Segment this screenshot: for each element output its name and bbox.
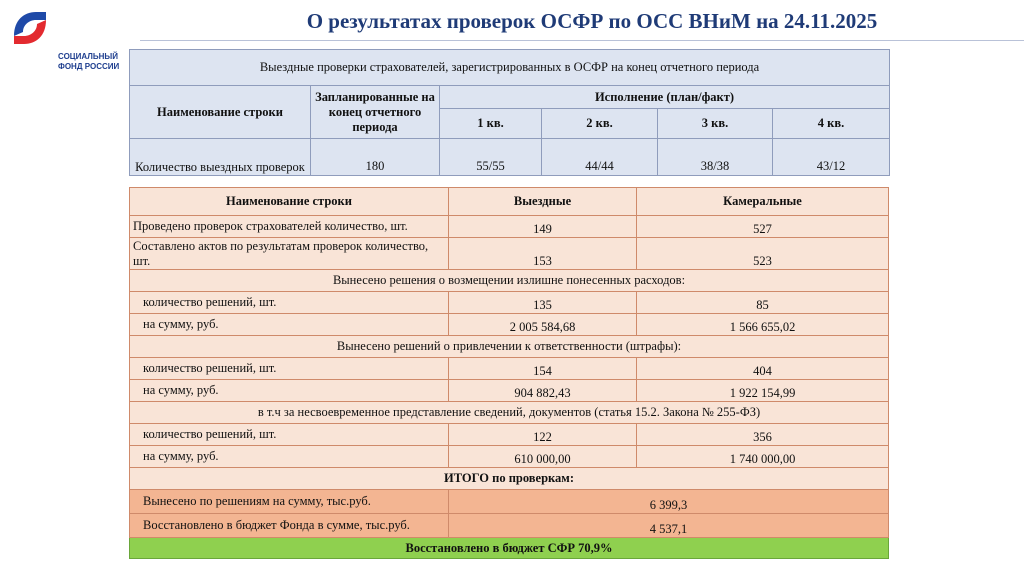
late-sum-desk: 1 740 000,00 bbox=[637, 446, 889, 468]
table2-col-onsite: Выездные bbox=[449, 188, 637, 216]
acts-onsite: 153 bbox=[449, 238, 637, 270]
planned-value: 180 bbox=[311, 139, 440, 176]
fines-sum-desk: 1 922 154,99 bbox=[637, 380, 889, 402]
restored-sum-value: 4 537,1 bbox=[449, 514, 889, 538]
logo-line-2: ФОНД РОССИИ bbox=[58, 62, 120, 71]
table1-col-planned: Запланированные на конец отчетного периода bbox=[311, 86, 440, 139]
table1-col-name: Наименование строки bbox=[130, 86, 311, 139]
decided-sum-label: Вынесено по решениям на сумму, тыс.руб. bbox=[130, 490, 449, 514]
checks-onsite: 149 bbox=[449, 216, 637, 238]
checks-label: Проведено проверок страхователей количество, шт. bbox=[130, 216, 449, 238]
refund-count-onsite: 135 bbox=[449, 292, 637, 314]
page-title: О результатах проверок ОСФР по ОСС ВНиМ на 24.11.2025 bbox=[306, 9, 878, 33]
restored-percent-banner: Восстановлено в бюджет СФР 70,9% bbox=[130, 538, 889, 559]
quarter-header: 3 кв. bbox=[658, 109, 773, 139]
checks-desk: 527 bbox=[637, 216, 889, 238]
table2-col-name: Наименование строки bbox=[130, 188, 449, 216]
late-count-desk: 356 bbox=[637, 424, 889, 446]
quarter-value: 55/55 bbox=[440, 139, 542, 176]
restored-sum-label: Восстановлено в бюджет Фонда в сумме, тыс.руб. bbox=[130, 514, 449, 538]
refund-section-title: Вынесено решения о возмещении излишне понесенных расходов: bbox=[130, 270, 889, 292]
fines-count-desk: 404 bbox=[637, 358, 889, 380]
quarter-value: 43/12 bbox=[773, 139, 890, 176]
title-divider bbox=[140, 40, 1024, 41]
late-section-title: в т.ч за несвоевременное представление сведений, документов (статья 15.2. Закона № 255-ФЗ) bbox=[130, 402, 889, 424]
quarter-value: 38/38 bbox=[658, 139, 773, 176]
table2-col-desk: Камеральные bbox=[637, 188, 889, 216]
refund-sum-label: на сумму, руб. bbox=[130, 314, 449, 336]
acts-desk: 523 bbox=[637, 238, 889, 270]
fines-sum-label: на сумму, руб. bbox=[130, 380, 449, 402]
quarter-value: 44/44 bbox=[542, 139, 658, 176]
logo-line-1: СОЦИАЛЬНЫЙ bbox=[58, 52, 118, 61]
late-sum-onsite: 610 000,00 bbox=[449, 446, 637, 468]
fines-sum-onsite: 904 882,43 bbox=[449, 380, 637, 402]
refund-sum-desk: 1 566 655,02 bbox=[637, 314, 889, 336]
quarter-header: 1 кв. bbox=[440, 109, 542, 139]
table1-col-execution: Исполнение (план/факт) bbox=[440, 86, 890, 109]
onsite-checks-table bbox=[129, 49, 890, 176]
logo-caption bbox=[58, 52, 119, 72]
quarter-header: 2 кв. bbox=[542, 109, 658, 139]
total-section-title: ИТОГО по проверкам: bbox=[130, 468, 889, 490]
check-results-table bbox=[129, 187, 889, 559]
quarter-header: 4 кв. bbox=[773, 109, 890, 139]
acts-label: Составлено актов по результатам проверок количество, шт. bbox=[130, 238, 449, 270]
table1-row-label: Количество выездных проверок bbox=[130, 139, 311, 176]
table1-caption: Выездные проверки страхователей, зарегистрированных в ОСФР на конец отчетного периода bbox=[130, 50, 890, 86]
fines-count-label: количество решений, шт. bbox=[130, 358, 449, 380]
refund-count-label: количество решений, шт. bbox=[130, 292, 449, 314]
fines-section-title: Вынесено решений о привлечении к ответственности (штрафы): bbox=[130, 336, 889, 358]
late-sum-label: на сумму, руб. bbox=[130, 446, 449, 468]
fines-count-onsite: 154 bbox=[449, 358, 637, 380]
late-count-label: количество решений, шт. bbox=[130, 424, 449, 446]
refund-sum-onsite: 2 005 584,68 bbox=[449, 314, 637, 336]
decided-sum-value: 6 399,3 bbox=[449, 490, 889, 514]
refund-count-desk: 85 bbox=[637, 292, 889, 314]
late-count-onsite: 122 bbox=[449, 424, 637, 446]
